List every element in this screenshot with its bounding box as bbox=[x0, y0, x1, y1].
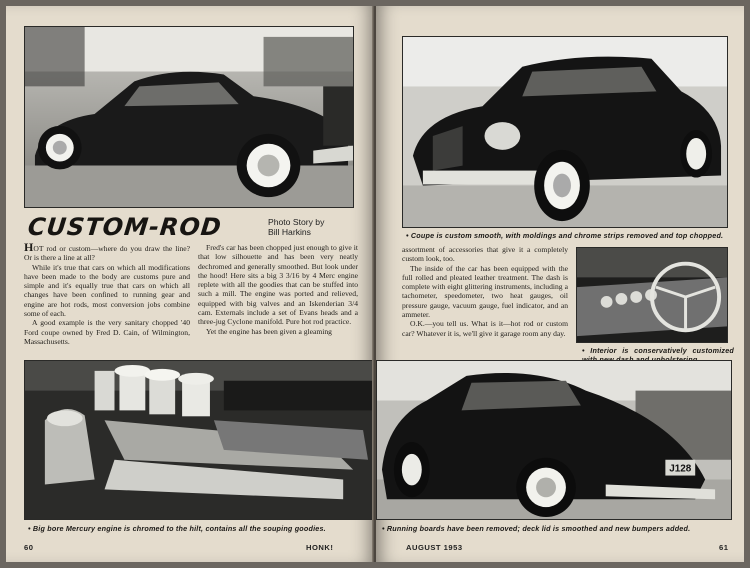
page-number-right: 61 bbox=[719, 543, 729, 552]
col2-paragraph-1: Fred's car has been chopped just enough to give it that low silhouette and has been very neatly dechromed and generally smoothed. But look under the hood! Here sits a big 3 3/16 by 4 Merc engine replete with all the goodies that can be stuffed into such a mill. The engine was ported and relieved, equipped with big valves and an Iskenderian 3/4 cam. Externals include a set of Evans heads and a three-jug Cyclone manifold. Pure hot rod practice. bbox=[198, 243, 358, 327]
caption-engine: • Big bore Mercury engine is chromed to the hilt, contains all the souping goodies. bbox=[28, 524, 326, 533]
text-column-2 bbox=[198, 243, 358, 336]
col1-paragraph-3: A good example is the very sanitary chopped '40 Ford coupe owned by Fred D. Cain, of Wilmington, Massachusetts. bbox=[24, 318, 190, 346]
caption-coupe: • Coupe is custom smooth, with moldings and chrome strips removed and top chopped. bbox=[406, 231, 724, 240]
caption-interior: • Interior is conservatively customized bbox=[582, 346, 734, 355]
photo-coupe-front bbox=[402, 36, 728, 228]
col1-paragraph-1-text: OT rod or custom—where do you draw the line? Or is there a line at all? bbox=[24, 244, 190, 263]
col2-paragraph-2: Yet the engine has been given a gleaming bbox=[206, 326, 332, 336]
page-number-left: 60 bbox=[24, 543, 34, 552]
article-title: CUSTOM-ROD bbox=[26, 213, 224, 241]
text-column-1 bbox=[24, 240, 190, 346]
right-page bbox=[376, 6, 744, 562]
col3-paragraph-2: The inside of the car has been equipped with the full rolled and pleated leather treatment. The dash is complete with eight glittering instruments, including a tachometer, speedometer, two heat gauges, oil pressure gauge, vacuum gauge, fuel indicator, and an ammeter. bbox=[402, 263, 568, 320]
photo-coupe-side bbox=[24, 26, 354, 208]
byline-line-1: Photo Story by bbox=[268, 217, 325, 227]
drop-cap: H bbox=[24, 240, 34, 254]
caption-running-boards: • Running boards have been removed; deck lid is smoothed and new bumpers added. bbox=[382, 524, 691, 533]
photo-interior bbox=[576, 247, 728, 343]
col1-paragraph-1 bbox=[24, 240, 190, 263]
col3-paragraph-3: O.K.—you tell us. What is it—hot rod or custom car? Whatever it is, we'll give it garage room any day. bbox=[402, 319, 568, 338]
photo-coupe-rear bbox=[376, 360, 732, 520]
byline bbox=[268, 217, 324, 237]
left-page bbox=[6, 6, 374, 562]
text-column-3 bbox=[402, 245, 568, 338]
license-plate: J128 bbox=[669, 463, 692, 475]
photo-engine bbox=[24, 360, 374, 520]
byline-line-2: Bill Harkins bbox=[268, 227, 311, 237]
col1-paragraph-2: While it's true that cars on which all modifications have been made to the body are customs pure and simple and it's equally true that cars on which all changes have been confined to running gear and engine are hot rods, most conversion jobs combine some of each. bbox=[24, 262, 190, 319]
col3-paragraph-1: assortment of accessories that give it a completely custom look, too. bbox=[402, 245, 568, 264]
magazine-name: HONK! bbox=[306, 543, 334, 552]
issue-date: AUGUST 1953 bbox=[406, 543, 463, 552]
